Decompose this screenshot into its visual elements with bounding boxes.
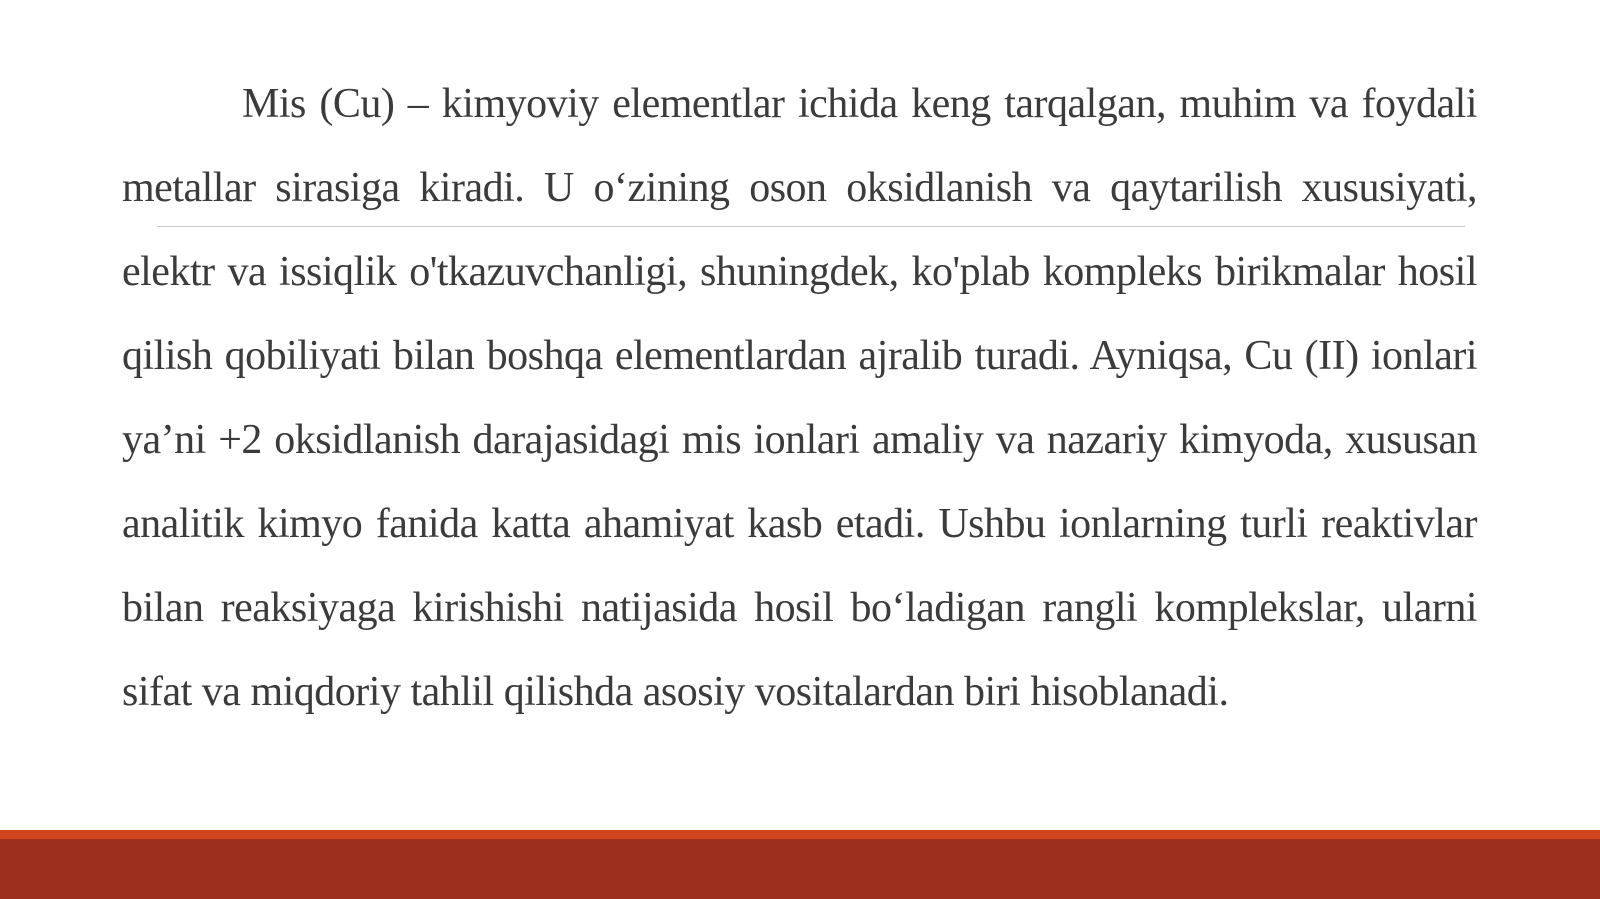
- body-paragraph: Mis (Cu) – kimyoviy elementlar ichida keng tarqalgan, muhim va foydali metallar sirasiga kiradi. U o‘zining oson oksidlanish va qaytarilish xususiyati, elektr va issiqlik o'tkazuvchanligi, shuningdek, ko'plab kompleks birikmalar hosil qilish qobiliyati bilan boshqa elementlardan ajralib turadi. Ayniqsa, Cu (II) ionlari ya’ni +2 oksidlanish darajasidagi mis ionlari amaliy va nazariy kimyoda, xususan analitik kimyo fanida katta ahamiyat kasb etadi. Ushbu ionlarning turli reaktivlar bilan reaksiyaga kirishishi natijasida hosil bo‘ladigan rangli komplekslar, ularni sifat va miqdoriy tahlil qilishda asosiy vositalardan biri hisoblanadi.: [122, 81, 1477, 715]
- bottom-bar-accent: [0, 830, 1600, 839]
- bottom-bar: [0, 830, 1600, 899]
